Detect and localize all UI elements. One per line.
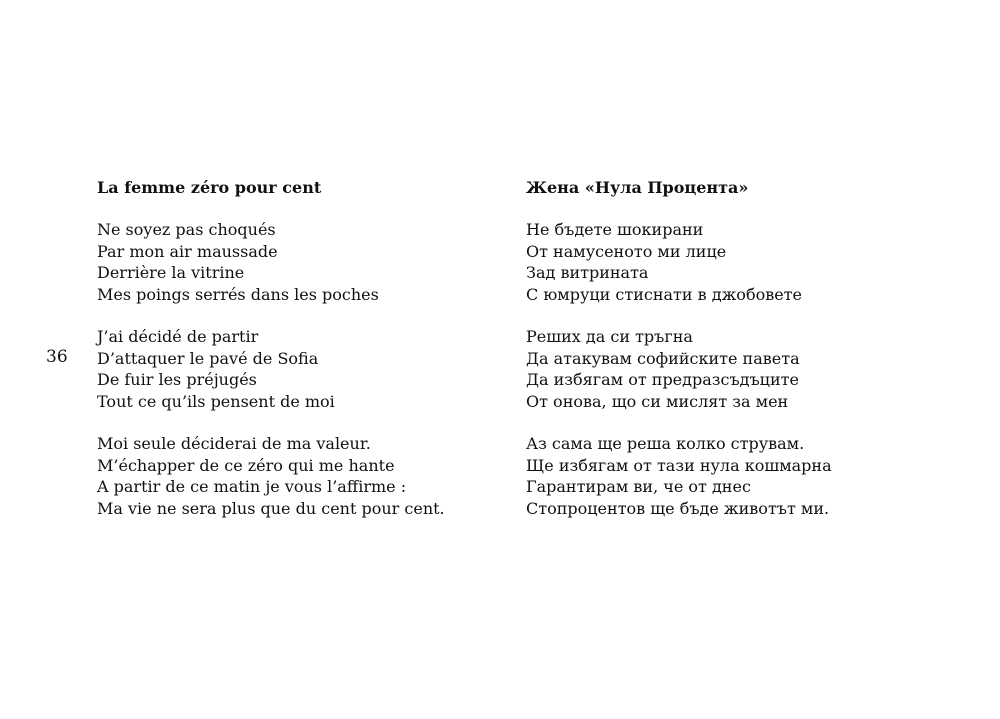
poem-line: Ще избягам от тази нула кошмарна	[526, 455, 832, 475]
poem-line: A partir de ce matin je vous l’affirme :	[97, 477, 407, 496]
poem-line: Derrière la vitrine	[97, 263, 245, 282]
bulgarian-stanza-1	[526, 219, 956, 305]
poem-line: Стопроцентов ще бъде животът ми.	[526, 498, 830, 518]
poem-line: Да избягам от предразсъдъците	[526, 370, 799, 389]
french-stanza-1	[97, 219, 487, 305]
poem-line: Par mon air maussade	[97, 241, 278, 261]
poem-line: Moi seule déciderai de ma valeur.	[97, 434, 371, 453]
french-stanza-2	[97, 326, 487, 412]
french-poem	[97, 177, 487, 540]
poem-line: Ne soyez pas choqués	[97, 220, 276, 239]
poem-line: Tout ce qu’ils pensent de moi	[97, 391, 335, 411]
bulgarian-stanza-3	[526, 433, 956, 519]
poem-line: От онова, що си мислят за мен	[526, 391, 789, 411]
poem-line: De fuir les préjugés	[97, 370, 257, 389]
poem-line: Ma vie ne sera plus que du cent pour cent.	[97, 498, 445, 518]
poem-line: Гарантирам ви, че от днес	[526, 477, 751, 496]
poem-line: J’ai décidé de partir	[97, 327, 259, 346]
poem-line: Mes poings serrés dans les poches	[97, 284, 379, 304]
bulgarian-poem-title: Жена «Нула Процента»	[526, 178, 749, 197]
poem-line: D’attaquer le pavé de Sofia	[97, 348, 319, 368]
poem-line: M’échapper de ce zéro qui me hante	[97, 455, 395, 475]
page-number: 36	[46, 347, 68, 367]
bulgarian-stanza-2	[526, 326, 956, 412]
poem-line: С юмруци стиснати в джобовете	[526, 284, 802, 304]
poem-line: Не бъдете шокирани	[526, 220, 704, 239]
french-poem-title: La femme zéro pour cent	[97, 178, 322, 197]
poem-line: Реших да си тръгна	[526, 327, 693, 346]
poem-line: Аз сама ще реша колко струвам.	[526, 434, 805, 453]
bulgarian-poem	[526, 177, 956, 540]
poem-line: От намусеното ми лице	[526, 241, 727, 261]
poem-line: Зад витрината	[526, 263, 649, 282]
poem-line: Да атакувам софийските павета	[526, 348, 800, 368]
french-stanza-3	[97, 433, 487, 519]
